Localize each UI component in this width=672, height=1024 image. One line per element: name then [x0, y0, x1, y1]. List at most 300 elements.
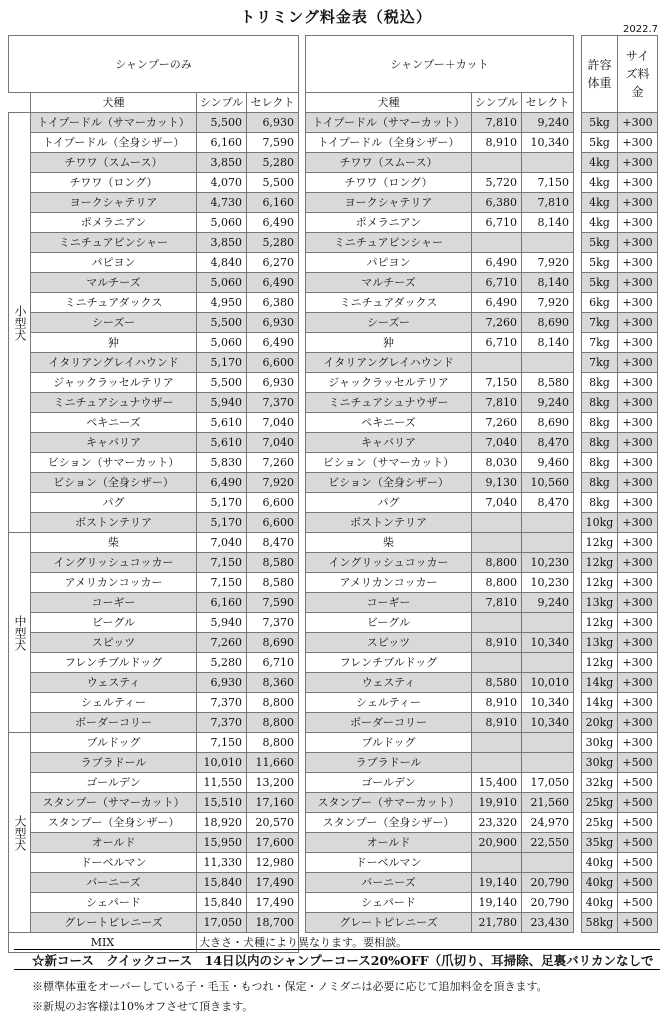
simple-price-cell: 5,060 — [197, 333, 247, 353]
fee-cell: +300 — [618, 353, 658, 373]
weight-cell: 40kg — [582, 873, 618, 893]
shampoo-only-table — [8, 35, 408, 953]
simple-price-cell — [472, 733, 522, 753]
breed-cell: チワワ（スムース） — [31, 153, 197, 173]
breed-cell: チワワ（ロング） — [31, 173, 197, 193]
table-row — [306, 753, 574, 773]
select-price-cell: 7,590 — [247, 133, 299, 153]
mix-note: 大きさ・犬種により異なります。要相談。 — [197, 933, 299, 953]
select-price-cell: 20,790 — [522, 873, 574, 893]
breed-cell: ボーダーコリー — [31, 713, 197, 733]
select-price-cell: 7,040 — [247, 433, 299, 453]
table-row — [582, 253, 658, 273]
fee-cell: +300 — [618, 413, 658, 433]
breed-cell: ミニチュアシュナウザー — [306, 393, 472, 413]
simple-price-cell: 7,810 — [472, 113, 522, 133]
breed-cell: コーギー — [31, 593, 197, 613]
table-row — [582, 653, 658, 673]
simple-price-cell — [472, 353, 522, 373]
breed-cell: ペキニーズ — [306, 413, 472, 433]
fee-cell: +300 — [618, 613, 658, 633]
table-row — [9, 673, 299, 693]
table-row — [306, 793, 574, 813]
simple-price-cell: 7,040 — [197, 533, 247, 553]
table-row — [9, 553, 299, 573]
weight-cell: 12kg — [582, 613, 618, 633]
select-price-cell — [522, 653, 574, 673]
breed-cell: ラブラドール — [31, 753, 197, 773]
select-price-cell: 12,980 — [247, 853, 299, 873]
table-row — [306, 653, 574, 673]
breed-cell: シェパード — [306, 893, 472, 913]
simple-price-cell — [472, 613, 522, 633]
fee-cell: +300 — [618, 713, 658, 733]
simple-price-cell — [472, 653, 522, 673]
weight-cell: 12kg — [582, 653, 618, 673]
table-row — [582, 593, 658, 613]
table-row — [9, 433, 299, 453]
weight-cell: 14kg — [582, 693, 618, 713]
breed-cell: パグ — [31, 493, 197, 513]
simple-price-cell: 7,040 — [472, 493, 522, 513]
breed-cell: ビーグル — [306, 613, 472, 633]
fee-cell: +500 — [618, 833, 658, 853]
breed-cell: 狆 — [306, 333, 472, 353]
breed-cell: アメリカンコッカー — [306, 573, 472, 593]
table-row — [306, 913, 574, 933]
table-row — [9, 753, 299, 773]
table-row — [582, 673, 658, 693]
shampoo-only-header: シャンプーのみ — [9, 36, 299, 93]
weight-cell: 13kg — [582, 633, 618, 653]
fee-cell: +300 — [618, 213, 658, 233]
table-row — [582, 413, 658, 433]
simple-price-cell: 6,160 — [197, 593, 247, 613]
table-row — [306, 493, 574, 513]
col-simple-header: シンプル — [197, 93, 247, 113]
select-price-cell: 7,370 — [247, 613, 299, 633]
weight-cell: 12kg — [582, 553, 618, 573]
table-row — [582, 333, 658, 353]
select-price-cell: 9,240 — [522, 113, 574, 133]
table-row — [306, 533, 574, 553]
select-price-cell: 10,340 — [522, 133, 574, 153]
select-price-cell: 8,360 — [247, 673, 299, 693]
table-row — [306, 733, 574, 753]
simple-price-cell: 8,800 — [472, 573, 522, 593]
fee-cell: +300 — [618, 333, 658, 353]
simple-price-cell: 7,150 — [197, 573, 247, 593]
fee-cell: +300 — [618, 293, 658, 313]
select-price-cell: 9,460 — [522, 453, 574, 473]
select-price-cell: 8,580 — [522, 373, 574, 393]
weight-cell: 7kg — [582, 333, 618, 353]
fee-cell: +500 — [618, 873, 658, 893]
col-simple-header: シンプル — [472, 93, 522, 113]
breed-cell: 柴 — [306, 533, 472, 553]
weight-cell: 30kg — [582, 733, 618, 753]
table-row — [9, 793, 299, 813]
table-row — [9, 113, 299, 133]
table-row — [9, 213, 299, 233]
weight-cell: 8kg — [582, 413, 618, 433]
select-price-cell: 8,140 — [522, 273, 574, 293]
select-price-cell: 8,470 — [247, 533, 299, 553]
table-row — [9, 233, 299, 253]
table-row — [306, 293, 574, 313]
weight-cell: 25kg — [582, 793, 618, 813]
weight-cell: 7kg — [582, 313, 618, 333]
select-price-cell: 10,010 — [522, 673, 574, 693]
simple-price-cell: 17,050 — [197, 913, 247, 933]
simple-price-cell: 3,850 — [197, 233, 247, 253]
table-row — [582, 153, 658, 173]
table-row — [9, 293, 299, 313]
table-row — [582, 453, 658, 473]
breed-cell: ブルドッグ — [31, 733, 197, 753]
breed-cell: シーズー — [306, 313, 472, 333]
breed-cell: フレンチブルドッグ — [31, 653, 197, 673]
table-row — [582, 353, 658, 373]
simple-price-cell — [472, 853, 522, 873]
table-row — [306, 433, 574, 453]
simple-price-cell: 19,140 — [472, 873, 522, 893]
simple-price-cell: 23,320 — [472, 813, 522, 833]
simple-price-cell: 7,260 — [197, 633, 247, 653]
select-price-cell: 6,380 — [247, 293, 299, 313]
breed-cell: グレートピレニーズ — [31, 913, 197, 933]
weight-cell: 14kg — [582, 673, 618, 693]
breed-cell: ミニチュアピンシャー — [31, 233, 197, 253]
table-row — [582, 693, 658, 713]
weight-cell: 5kg — [582, 273, 618, 293]
table-row — [306, 273, 574, 293]
fee-cell: +300 — [618, 573, 658, 593]
simple-price-cell: 5,170 — [197, 493, 247, 513]
select-price-cell: 9,240 — [522, 393, 574, 413]
table-row — [9, 133, 299, 153]
table-row — [9, 573, 299, 593]
select-price-cell: 20,790 — [522, 893, 574, 913]
size-fee-table — [581, 35, 658, 933]
simple-price-cell: 6,710 — [472, 213, 522, 233]
breed-cell: ヨークシャテリア — [306, 193, 472, 213]
breed-cell: ビーグル — [31, 613, 197, 633]
select-price-cell: 10,560 — [522, 473, 574, 493]
col-select-header: セレクト — [247, 93, 299, 113]
select-price-cell: 8,690 — [247, 633, 299, 653]
table-row — [9, 353, 299, 373]
table-row — [9, 613, 299, 633]
simple-price-cell: 4,070 — [197, 173, 247, 193]
breed-cell: ビション（全身シザー） — [31, 473, 197, 493]
table-row — [582, 533, 658, 553]
simple-price-cell: 6,490 — [472, 293, 522, 313]
simple-price-cell: 5,280 — [197, 653, 247, 673]
table-row — [306, 633, 574, 653]
simple-price-cell: 5,500 — [197, 113, 247, 133]
table-row — [306, 813, 574, 833]
table-row — [9, 533, 299, 553]
breed-cell: 狆 — [31, 333, 197, 353]
breed-cell: ゴールデン — [306, 773, 472, 793]
simple-price-cell: 4,730 — [197, 193, 247, 213]
table-row — [582, 633, 658, 653]
table-row — [306, 393, 574, 413]
fee-cell: +300 — [618, 133, 658, 153]
simple-price-cell: 8,910 — [472, 133, 522, 153]
simple-price-cell: 6,490 — [472, 253, 522, 273]
breed-cell: キャバリア — [31, 433, 197, 453]
breed-cell: バーニーズ — [31, 873, 197, 893]
weight-cell: 4kg — [582, 173, 618, 193]
weight-cell: 8kg — [582, 473, 618, 493]
table-row — [9, 153, 299, 173]
simple-price-cell: 7,260 — [472, 313, 522, 333]
table-row — [9, 273, 299, 293]
table-row — [306, 673, 574, 693]
select-price-cell: 6,490 — [247, 273, 299, 293]
simple-price-cell: 19,910 — [472, 793, 522, 813]
simple-price-cell: 20,900 — [472, 833, 522, 853]
table-row — [582, 833, 658, 853]
breed-cell: チワワ（スムース） — [306, 153, 472, 173]
table-row — [582, 213, 658, 233]
breed-cell: ペキニーズ — [31, 413, 197, 433]
fee-cell: +300 — [618, 593, 658, 613]
fee-cell: +500 — [618, 853, 658, 873]
col-breed-header: 犬種 — [306, 93, 472, 113]
select-price-cell — [522, 153, 574, 173]
select-price-cell: 17,160 — [247, 793, 299, 813]
select-price-cell — [522, 513, 574, 533]
breed-cell: ジャックラッセルテリア — [306, 373, 472, 393]
breed-cell: ミニチュアピンシャー — [306, 233, 472, 253]
select-price-cell: 8,800 — [247, 733, 299, 753]
fee-cell: +300 — [618, 393, 658, 413]
select-price-cell: 7,260 — [247, 453, 299, 473]
breed-cell: イングリッシュコッカー — [31, 553, 197, 573]
fee-cell: +300 — [618, 233, 658, 253]
table-row — [582, 113, 658, 133]
table-row — [9, 693, 299, 713]
breed-cell: ジャックラッセルテリア — [31, 373, 197, 393]
select-price-cell: 6,160 — [247, 193, 299, 213]
weight-cell: 5kg — [582, 133, 618, 153]
table-row — [9, 733, 299, 753]
group-label: 大型犬 — [9, 733, 31, 933]
fee-cell: +300 — [618, 513, 658, 533]
breed-cell: トイプードル（全身シザー） — [31, 133, 197, 153]
table-row — [9, 413, 299, 433]
table-row — [9, 813, 299, 833]
breed-cell: フレンチブルドッグ — [306, 653, 472, 673]
breed-cell: イングリッシュコッカー — [306, 553, 472, 573]
breed-cell: スタンプー（サマーカット） — [306, 793, 472, 813]
breed-cell: イタリアングレイハウンド — [306, 353, 472, 373]
breed-cell: トイプードル（全身シザー） — [306, 133, 472, 153]
weight-cell: 6kg — [582, 293, 618, 313]
fee-cell: +500 — [618, 753, 658, 773]
shampoo-cut-table — [305, 35, 574, 933]
select-price-cell: 6,930 — [247, 373, 299, 393]
select-price-cell: 6,710 — [247, 653, 299, 673]
simple-price-cell: 9,130 — [472, 473, 522, 493]
table-row — [582, 293, 658, 313]
fee-cell: +300 — [618, 313, 658, 333]
table-row — [9, 493, 299, 513]
fee-cell: +300 — [618, 473, 658, 493]
table-row — [582, 513, 658, 533]
select-price-cell: 10,230 — [522, 553, 574, 573]
table-row — [582, 813, 658, 833]
table-row — [9, 853, 299, 873]
breed-cell: ポメラニアン — [306, 213, 472, 233]
select-price-cell: 5,280 — [247, 153, 299, 173]
fee-cell: +300 — [618, 273, 658, 293]
select-price-cell: 6,600 — [247, 353, 299, 373]
simple-price-cell: 19,140 — [472, 893, 522, 913]
fee-cell: +300 — [618, 733, 658, 753]
select-price-cell: 7,040 — [247, 413, 299, 433]
select-price-cell: 8,580 — [247, 553, 299, 573]
weight-cell: 25kg — [582, 813, 618, 833]
select-price-cell: 7,370 — [247, 393, 299, 413]
simple-price-cell: 11,330 — [197, 853, 247, 873]
table-row — [582, 753, 658, 773]
table-row — [582, 393, 658, 413]
table-row — [306, 713, 574, 733]
breed-cell: パピヨン — [306, 253, 472, 273]
breed-cell: ミニチュアダックス — [306, 293, 472, 313]
simple-price-cell: 8,910 — [472, 633, 522, 653]
table-row — [306, 853, 574, 873]
breed-cell: キャバリア — [306, 433, 472, 453]
shampoo-cut-header: シャンプー＋カット — [306, 36, 574, 93]
simple-price-cell: 15,400 — [472, 773, 522, 793]
select-price-cell: 9,240 — [522, 593, 574, 613]
breed-cell: スタンプー（全身シザー） — [306, 813, 472, 833]
simple-price-cell: 7,370 — [197, 693, 247, 713]
table-row — [9, 473, 299, 493]
select-price-cell: 8,580 — [247, 573, 299, 593]
table-row — [306, 773, 574, 793]
breed-cell: スタンプー（全身シザー） — [31, 813, 197, 833]
select-price-cell: 22,550 — [522, 833, 574, 853]
table-row — [582, 613, 658, 633]
page-title: トリミング料金表（税込） — [240, 8, 432, 26]
simple-price-cell: 5,060 — [197, 213, 247, 233]
select-price-cell: 7,150 — [522, 173, 574, 193]
simple-price-cell: 8,910 — [472, 693, 522, 713]
simple-price-cell: 5,720 — [472, 173, 522, 193]
simple-price-cell: 15,840 — [197, 893, 247, 913]
simple-price-cell: 6,490 — [197, 473, 247, 493]
weight-cell: 40kg — [582, 893, 618, 913]
breed-cell: チワワ（ロング） — [306, 173, 472, 193]
table-row — [9, 893, 299, 913]
table-row — [582, 893, 658, 913]
select-price-cell: 17,600 — [247, 833, 299, 853]
select-price-cell: 10,340 — [522, 633, 574, 653]
simple-price-cell: 8,580 — [472, 673, 522, 693]
table-row — [582, 733, 658, 753]
fee-cell: +500 — [618, 793, 658, 813]
simple-price-cell: 5,060 — [197, 273, 247, 293]
simple-price-cell: 5,500 — [197, 373, 247, 393]
table-row — [306, 553, 574, 573]
table-row — [9, 313, 299, 333]
table-row — [9, 373, 299, 393]
select-price-cell: 6,600 — [247, 513, 299, 533]
table-row — [306, 313, 574, 333]
select-price-cell — [522, 233, 574, 253]
breed-cell: ウェスティ — [31, 673, 197, 693]
fee-cell: +300 — [618, 633, 658, 653]
select-price-cell — [522, 353, 574, 373]
simple-price-cell: 7,810 — [472, 593, 522, 613]
simple-price-cell: 6,710 — [472, 333, 522, 353]
select-price-cell: 8,800 — [247, 693, 299, 713]
table-row — [9, 513, 299, 533]
simple-price-cell: 5,610 — [197, 413, 247, 433]
select-price-cell: 6,270 — [247, 253, 299, 273]
col-weight-header: 許容体重 — [582, 36, 618, 113]
table-row — [306, 413, 574, 433]
table-row — [582, 553, 658, 573]
fee-cell: +300 — [618, 673, 658, 693]
select-price-cell: 6,600 — [247, 493, 299, 513]
select-price-cell: 6,490 — [247, 333, 299, 353]
table-row — [306, 833, 574, 853]
select-price-cell: 13,200 — [247, 773, 299, 793]
breed-cell: トイプードル（サマーカット） — [31, 113, 197, 133]
select-price-cell: 8,690 — [522, 413, 574, 433]
select-price-cell: 17,490 — [247, 893, 299, 913]
footer-note: ※新規のお客様は10%オフさせて頂きます。 — [32, 1000, 254, 1013]
select-price-cell: 10,340 — [522, 713, 574, 733]
weight-cell: 8kg — [582, 493, 618, 513]
table-row — [9, 253, 299, 273]
simple-price-cell: 5,170 — [197, 513, 247, 533]
select-price-cell: 7,920 — [522, 293, 574, 313]
simple-price-cell: 8,030 — [472, 453, 522, 473]
breed-cell: スピッツ — [31, 633, 197, 653]
select-price-cell: 20,570 — [247, 813, 299, 833]
col-breed-header: 犬種 — [31, 93, 197, 113]
table-row — [306, 613, 574, 633]
select-price-cell: 6,490 — [247, 213, 299, 233]
table-row — [306, 193, 574, 213]
weight-cell: 4kg — [582, 213, 618, 233]
weight-cell: 40kg — [582, 853, 618, 873]
table-row — [9, 913, 299, 933]
breed-cell: コーギー — [306, 593, 472, 613]
breed-cell: ゴールデン — [31, 773, 197, 793]
table-row — [306, 453, 574, 473]
select-price-cell — [522, 613, 574, 633]
simple-price-cell: 6,160 — [197, 133, 247, 153]
fee-cell: +300 — [618, 153, 658, 173]
simple-price-cell: 7,150 — [472, 373, 522, 393]
select-price-cell: 5,500 — [247, 173, 299, 193]
table-row — [306, 353, 574, 373]
select-price-cell: 7,810 — [522, 193, 574, 213]
simple-price-cell: 8,800 — [472, 553, 522, 573]
select-price-cell: 6,930 — [247, 313, 299, 333]
weight-cell: 35kg — [582, 833, 618, 853]
fee-cell: +300 — [618, 533, 658, 553]
